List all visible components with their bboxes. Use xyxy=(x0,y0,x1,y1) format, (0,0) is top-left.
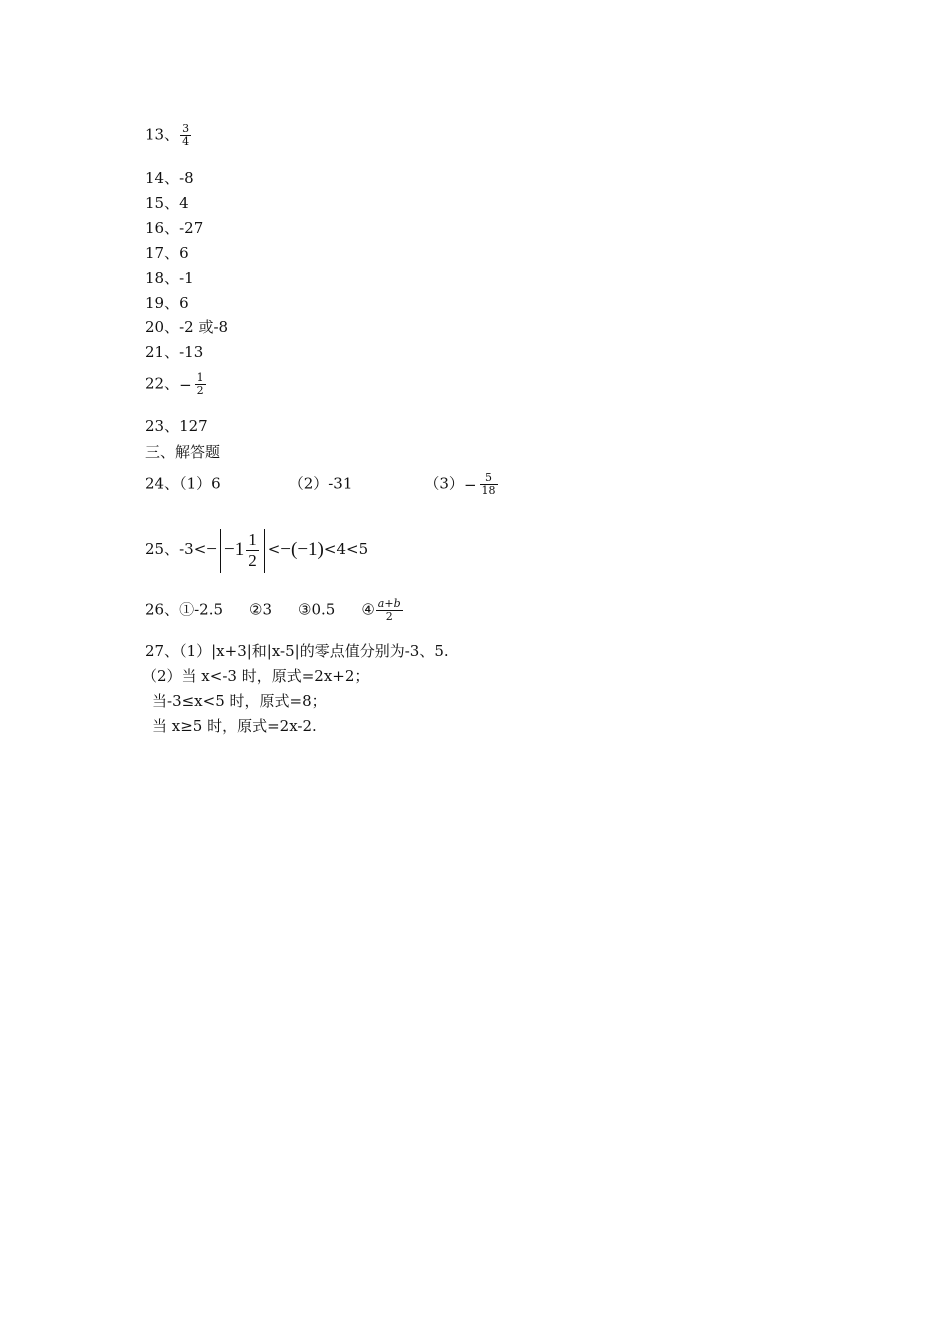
fraction xyxy=(180,123,191,148)
answer-13 xyxy=(145,123,192,148)
fraction xyxy=(246,530,259,571)
answer-number: 19、 xyxy=(145,294,180,312)
fraction-denominator: 2 xyxy=(385,610,393,623)
inequality-middle: < xyxy=(267,540,281,558)
fraction xyxy=(195,372,206,397)
answer-27-line-4: 当 x≥5 时，原式=2x-2. xyxy=(152,717,317,735)
answer-24 xyxy=(145,472,499,497)
fraction-denominator: 2 xyxy=(196,384,204,397)
answer-3: ③0.5 xyxy=(298,600,336,619)
answer-27-line-1: 27、（1）|x+3|和|x-5|的零点值分别为-3、5. xyxy=(145,642,449,660)
fraction-denominator: 4 xyxy=(182,135,190,148)
answer-number: 18、 xyxy=(145,269,180,287)
fraction-numerator: 3 xyxy=(182,122,190,135)
minus-sign: − xyxy=(179,375,192,394)
fraction-denominator: 2 xyxy=(248,551,257,571)
answer-number: 22、 xyxy=(145,374,180,393)
answer-number: 14、 xyxy=(145,169,180,187)
part-2-answer: （2）-31 xyxy=(288,474,353,493)
section-title: 三、解答题 xyxy=(145,443,221,461)
answer-value: -27 xyxy=(179,219,204,237)
answer-number: 25、 xyxy=(145,540,180,558)
mixed-number-whole: −1 xyxy=(224,539,245,560)
answer-21 xyxy=(145,343,203,361)
answer-number: 13、 xyxy=(145,125,180,144)
answer-value: -1 xyxy=(179,269,194,287)
answer-27-line-3: 当-3≤x<5 时，原式=8； xyxy=(152,692,327,710)
fraction-numerator: 1 xyxy=(248,530,257,550)
fraction xyxy=(480,472,498,497)
fraction xyxy=(376,598,403,623)
answer-14 xyxy=(145,169,194,187)
minus-sign: − xyxy=(463,475,477,494)
absolute-value-expression xyxy=(206,525,267,575)
answer-2: ②3 xyxy=(249,600,273,619)
answer-number: 21、 xyxy=(145,343,180,361)
answer-19 xyxy=(145,294,189,312)
part-1-answer: （1）6 xyxy=(179,474,221,493)
absolute-bar-right xyxy=(264,529,265,573)
answer-value: 6 xyxy=(179,244,189,262)
fraction-numerator: 1 xyxy=(196,371,204,384)
answer-25 xyxy=(145,524,368,575)
answer-26 xyxy=(145,598,404,623)
fraction-numerator: a+b xyxy=(377,597,401,610)
answer-number: 26、 xyxy=(145,600,180,619)
answer-value: -13 xyxy=(179,343,204,361)
absolute-bar-left xyxy=(220,529,221,573)
answer-number: 15、 xyxy=(145,194,180,212)
answer-23 xyxy=(145,417,208,435)
answer-value: -8 xyxy=(179,169,194,187)
answer-number: 23、 xyxy=(145,417,180,435)
answer-1: ①-2.5 xyxy=(179,600,224,619)
inequality-suffix: <4<5 xyxy=(323,540,369,558)
answer-value: 6 xyxy=(179,294,189,312)
fraction-numerator: 5 xyxy=(480,472,498,485)
answer-4-label: ④ xyxy=(361,600,375,619)
answer-number: 20、 xyxy=(145,318,180,336)
answer-number: 24、 xyxy=(145,474,180,493)
answer-16 xyxy=(145,219,203,237)
answer-number: 17、 xyxy=(145,244,180,262)
answer-value: 4 xyxy=(179,194,189,212)
answer-18 xyxy=(145,269,194,287)
inequality-prefix: -3< xyxy=(179,540,207,558)
answer-value: -2 或-8 xyxy=(179,318,229,336)
fraction-denominator: 18 xyxy=(481,484,496,497)
part-3-label: （3） xyxy=(424,474,464,493)
answer-22 xyxy=(145,372,207,397)
answer-17 xyxy=(145,244,189,262)
minus-sign: − xyxy=(206,539,217,560)
negation-expression: −(−1) xyxy=(280,539,324,560)
answer-15 xyxy=(145,194,189,212)
answer-27-line-2: （2）当 x<-3 时，原式=2x+2； xyxy=(142,667,370,685)
answer-number: 16、 xyxy=(145,219,180,237)
answer-value: 127 xyxy=(179,417,208,435)
answer-20 xyxy=(145,318,228,336)
